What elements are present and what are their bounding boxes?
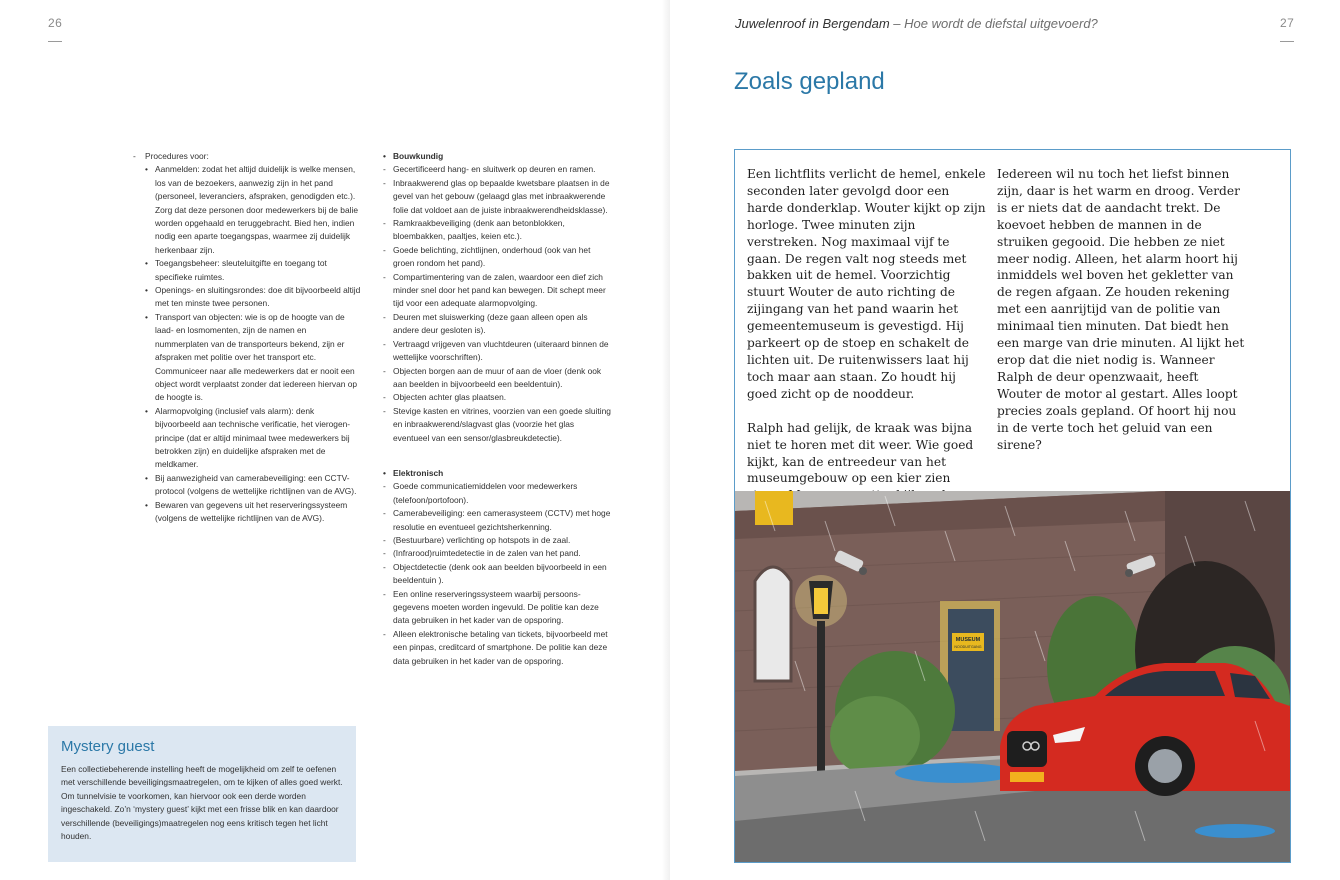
measures-column: [383, 150, 611, 668]
story-paragraph: Iedereen wil nu toch het liefst binnen zijn, daar is het warm en droog. Verder is er niets dat de aandacht trekt. De koevoet hebben de mannen in de struiken gegooid. Die hebben ze niet meer nodig. Alleen, het alarm hoort hij inmiddels wel boven het gekletter van de regen afgaan. Ze houden rekening met een aanrijtijd van de politie van minimaal tien minuten. Dat biedt hen een marge van drie minuten. Al lijkt het erop dat die niet nodig is. Wanneer Ralph de deur openzwaait, heeft Wouter de motor al gestart. Alles loopt precies zoals gepland. Of hoort hij nou in de verte toch het geluid van een sirene?: [997, 167, 1245, 452]
illustration-svg: [735, 491, 1290, 862]
story-box: [734, 149, 1291, 863]
bouwkundig-item: - Objecten achter glas plaatsen.: [383, 391, 611, 404]
puddle: [1195, 824, 1275, 838]
museum-sign-top: [755, 491, 793, 525]
door-sign-line1: MUSEUM: [955, 637, 981, 643]
procedure-item: • Bewaren van gegevens uit het reserveringssysteem (volgens de wettelijke richtlijnen van de AVG).: [145, 499, 361, 526]
procedure-item: • Transport van objecten: wie is op de hoogte van de laad- en losmomenten, zijn de namen en nummerplaten van de transporteurs bekend, zijn er afspraken met politie over het transport etc. Communiceer naar alle medewerkers dat er nooit een object wordt verplaatst zonder dat iedereen hiervan op de hoogte is.: [145, 311, 361, 405]
running-head-title: Juwelenroof in Bergendam: [735, 16, 890, 31]
bouwkundig-item: - Ramkraakbeveiliging (denk aan betonblokken, bloembakken, paaltjes, keien etc.).: [383, 217, 611, 244]
door-sign-line2: NOODUITGANG: [954, 645, 982, 649]
elektronisch-item: - Objectdetectie (denk ook aan beelden bijvoorbeeld in een beeldentuin ).: [383, 561, 611, 588]
bouwkundig-item: - Objecten borgen aan de muur of aan de vloer (denk ook aan beelden in bijvoorbeeld een beeldentuin).: [383, 365, 611, 392]
bouwkundig-item: - Goede belichting, zichtlijnen, onderhoud (ook van het groen rondom het pand).: [383, 244, 611, 271]
procedure-item: • Openings- en sluitingsrondes: doe dit bijvoorbeeld altijd met ten minste twee personen.: [145, 284, 361, 311]
elektronisch-item: - Goede communicatiemiddelen voor medewerkers (telefoon/portofoon).: [383, 480, 611, 507]
elektronisch-item: - Een online reserveringssysteem waarbij persoonsgegevens moeten worden ingevuld. De politie kan deze data gebruiken in het kader van de opsporing.: [383, 588, 611, 628]
procedure-item: • Alarmopvolging (inclusief vals alarm): denk bijvoorbeeld aan technische verificatie, het vierogen-principe (dat er altijd minimaal twee medewerkers bij betrokken zijn) en duidelijke afspraken met de meldkamer.: [145, 405, 361, 472]
elektronisch-item: - (Bestuurbare) verlichting op hotspots in de zaal.: [383, 534, 611, 547]
page-number-rule-left: [48, 41, 62, 42]
story-column-2: [997, 166, 1247, 470]
page-number-rule-right: [1280, 41, 1294, 42]
procedure-item: • Bij aanwezigheid van camerabeveiliging: een CCTV-protocol (volgens de wettelijke richtlijnen van de AVG).: [145, 472, 361, 499]
story-paragraph: Ralph had gelijk, de kraak was bijna niet te horen met dit weer. Wie goed kijkt, kan de entreedeur van het museumgebouw op een kier zien: [747, 420, 974, 486]
bouwkundig-item: - Deuren met sluiswerking (deze gaan alleen open als andere deur gesloten is).: [383, 311, 611, 338]
right-page: [670, 0, 1340, 880]
running-head: [735, 16, 1098, 31]
bouwkundig-heading: • Bouwkundig: [383, 150, 611, 163]
bouwkundig-item: - Vertraagd vrijgeven van vluchtdeuren (uiteraard binnen de wettelijke voorschriften).: [383, 338, 611, 365]
elektronisch-item: - Camerabeveiliging: een camerasysteem (CCTV) met hoge resolutie en eventueel gezichtsherkenning.: [383, 507, 611, 534]
mystery-guest-body: Een collectiebeherende instelling heeft de mogelijkheid om zelf te oefenen met verschillende beveiligingsmaatregelen, om te kijken of alles goed werkt. Om tunnelvisie te voorkomen, kan hiervoor ook een derde worden ingeschakeld. Zo’n ‘mystery guest’ kijkt met een frisse blik en kan daardoor verschillende (beveiligings)maatregelen nog eens kritisch tegen het licht houden.: [61, 764, 343, 842]
page-number-left: 26: [48, 16, 63, 30]
story-column-1: [747, 166, 987, 538]
chapter-title: Zoals gepland: [734, 68, 885, 95]
procedure-item: • Toegangsbeheer: sleuteluitgifte en toegang tot specifieke ruimtes.: [145, 257, 361, 284]
elektronisch-item: - Alleen elektronische betaling van tickets, bijvoorbeeld met een pinpas, creditcard of smartphone. De politie kan deze data gebruiken in het kader van de opsporing.: [383, 628, 611, 668]
story-paragraph: Een lichtflits verlicht de hemel, enkele seconden later gevolgd door een harde donderklap. Wouter kijkt op zijn horloge. Twee minuten zijn verstreken. Nog maximaal vijf te gaan. De regen valt nog steeds met bakken uit de hemel. Voorzichtig stuurt Wouter de auto richting de zijingang van het pand waarin het gemeentemuseum is gevestigd. Hij parkeert op de stoep en schakelt de lichten uit. De ruitenwissers laat hij toch maar aan staan. Zo houdt hij goed zicht op de nooddeur.: [747, 167, 986, 401]
arched-window: [755, 567, 791, 681]
page-number-right: 27: [1280, 16, 1295, 30]
heist-illustration: [735, 491, 1290, 862]
elektronisch-item: - (Infrarood)ruimtedetectie in de zalen van het pand.: [383, 547, 611, 560]
puddle: [895, 763, 1015, 783]
procedures-heading: Procedures voor:: [145, 151, 209, 161]
mystery-guest-box: [48, 726, 356, 862]
bouwkundig-item: - Stevige kasten en vitrines, voorzien van een goede sluiting en inbraakwerend/slagvast glas (voorzie het glas eventueel van een sensor/glasbreukdetectie).: [383, 405, 611, 445]
bouwkundig-item: - Inbraakwerend glas op bepaalde kwetsbare plaatsen in de gevel van het gebouw (gelaagd glas met inbraakwerende folie dat voldoet aan de juiste inbraakwerendheidsklasse).: [383, 177, 611, 217]
procedures-item: [133, 150, 361, 525]
elektronisch-heading: • Elektronisch: [383, 467, 611, 480]
bouwkundig-item: - Gecertificeerd hang- en sluitwerk op deuren en ramen.: [383, 163, 611, 176]
bouwkundig-item: - Compartimentering van de zalen, waardoor een dief zich minder snel door het pand kan bewegen. Dit schept meer tijd voor een adequate alarmopvolging.: [383, 271, 611, 311]
mystery-guest-title: Mystery guest: [61, 738, 155, 755]
procedure-item: • Aanmelden: zodat het altijd duidelijk is welke mensen, los van de bezoekers, aanwezig zijn in het pand (personeel, leveranciers, afspraken, genodigden etc.). Zorg dat deze personen door medewerkers bij de balie worden opgehaald en teruggebracht. Bied hen, indien nodig een aparte toegangspas, waarmee zij duidelijk herkenbaar zijn.: [145, 163, 361, 257]
procedures-column: [133, 150, 361, 525]
running-head-subtitle: – Hoe wordt de diefstal uitgevoerd?: [889, 16, 1098, 31]
